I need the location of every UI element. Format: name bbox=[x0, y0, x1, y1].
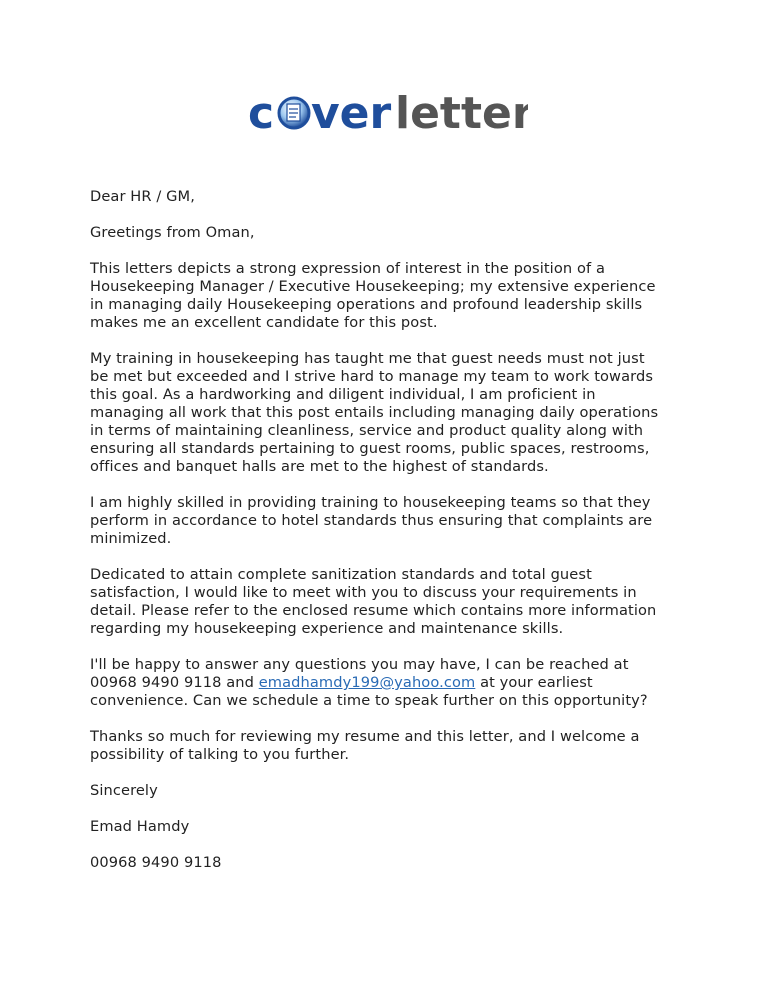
paragraph-line: makes me an excellent candidate for this post. bbox=[90, 314, 438, 331]
closing: Sincerely bbox=[90, 782, 158, 799]
logo-document-orb-icon bbox=[279, 98, 309, 128]
coverletter-logo-graphic bbox=[248, 88, 528, 138]
signature-name: Emad Hamdy bbox=[90, 818, 190, 835]
paragraph-training bbox=[90, 350, 690, 476]
paragraph-line: Thanks so much for reviewing my resume and this letter, and I welcome a bbox=[90, 728, 640, 745]
logo-text-letter: letter bbox=[395, 88, 528, 138]
paragraph-line: detail. Please refer to the enclosed resume which contains more information bbox=[90, 602, 657, 619]
paragraph-line: perform in accordance to hotel standards thus ensuring that complaints are bbox=[90, 512, 653, 529]
email-link[interactable]: emadhamdy199@yahoo.com bbox=[258, 674, 476, 691]
paragraph-line: satisfaction, I would like to meet with you to discuss your requirements in bbox=[90, 584, 637, 601]
paragraph-line: Housekeeping Manager / Executive Housekeeping; my extensive experience bbox=[90, 278, 656, 295]
paragraph-line: this goal. As a hardworking and diligent individual, I am proficient in bbox=[90, 386, 596, 403]
logo-text-ver: ver bbox=[311, 88, 392, 138]
paragraph-line: This letters depicts a strong expression of interest in the position of a bbox=[90, 260, 605, 277]
paragraph-line: I am highly skilled in providing training to housekeeping teams so that they bbox=[90, 494, 651, 511]
paragraph-line: offices and banquet halls are met to the highest of standards. bbox=[90, 458, 549, 475]
paragraph-line: Dedicated to attain complete sanitization standards and total guest bbox=[90, 566, 592, 583]
greeting: Greetings from Oman, bbox=[90, 224, 255, 241]
paragraph-line: in managing daily Housekeeping operations and profound leadership skills bbox=[90, 296, 643, 313]
paragraph-line: I'll be happy to answer any questions you may have, I can be reached at bbox=[90, 656, 629, 673]
paragraph-line: in terms of maintaining cleanliness, service and product quality along with bbox=[90, 422, 644, 439]
contact-line bbox=[90, 674, 690, 692]
signature-phone: 00968 9490 9118 bbox=[90, 854, 222, 871]
paragraph-interest bbox=[90, 260, 690, 332]
paragraph-line: possibility of talking to you further. bbox=[90, 746, 350, 763]
paragraph-thanks bbox=[90, 728, 690, 764]
paragraph-line: managing all work that this post entails including managing daily operations bbox=[90, 404, 659, 421]
logo-letter-c: c bbox=[248, 88, 275, 138]
coverletter-logo bbox=[248, 88, 528, 138]
paragraph-contact bbox=[90, 656, 690, 710]
contact-after-text: at your earliest bbox=[475, 674, 593, 691]
paragraph-line: convenience. Can we schedule a time to speak further on this opportunity? bbox=[90, 692, 648, 709]
contact-phone-text: 00968 9490 9118 and bbox=[90, 674, 259, 691]
cover-letter-body bbox=[90, 188, 690, 890]
paragraph-line: be met but exceeded and I strive hard to manage my team to work towards bbox=[90, 368, 654, 385]
paragraph-skills bbox=[90, 494, 690, 548]
paragraph-line: ensuring all standards pertaining to guest rooms, public spaces, restrooms, bbox=[90, 440, 650, 457]
paragraph-line: minimized. bbox=[90, 530, 172, 547]
paragraph-line: My training in housekeeping has taught me that guest needs must not just bbox=[90, 350, 645, 367]
paragraph-line: regarding my housekeeping experience and maintenance skills. bbox=[90, 620, 564, 637]
paragraph-sanitization bbox=[90, 566, 690, 638]
salutation: Dear HR / GM, bbox=[90, 188, 195, 205]
